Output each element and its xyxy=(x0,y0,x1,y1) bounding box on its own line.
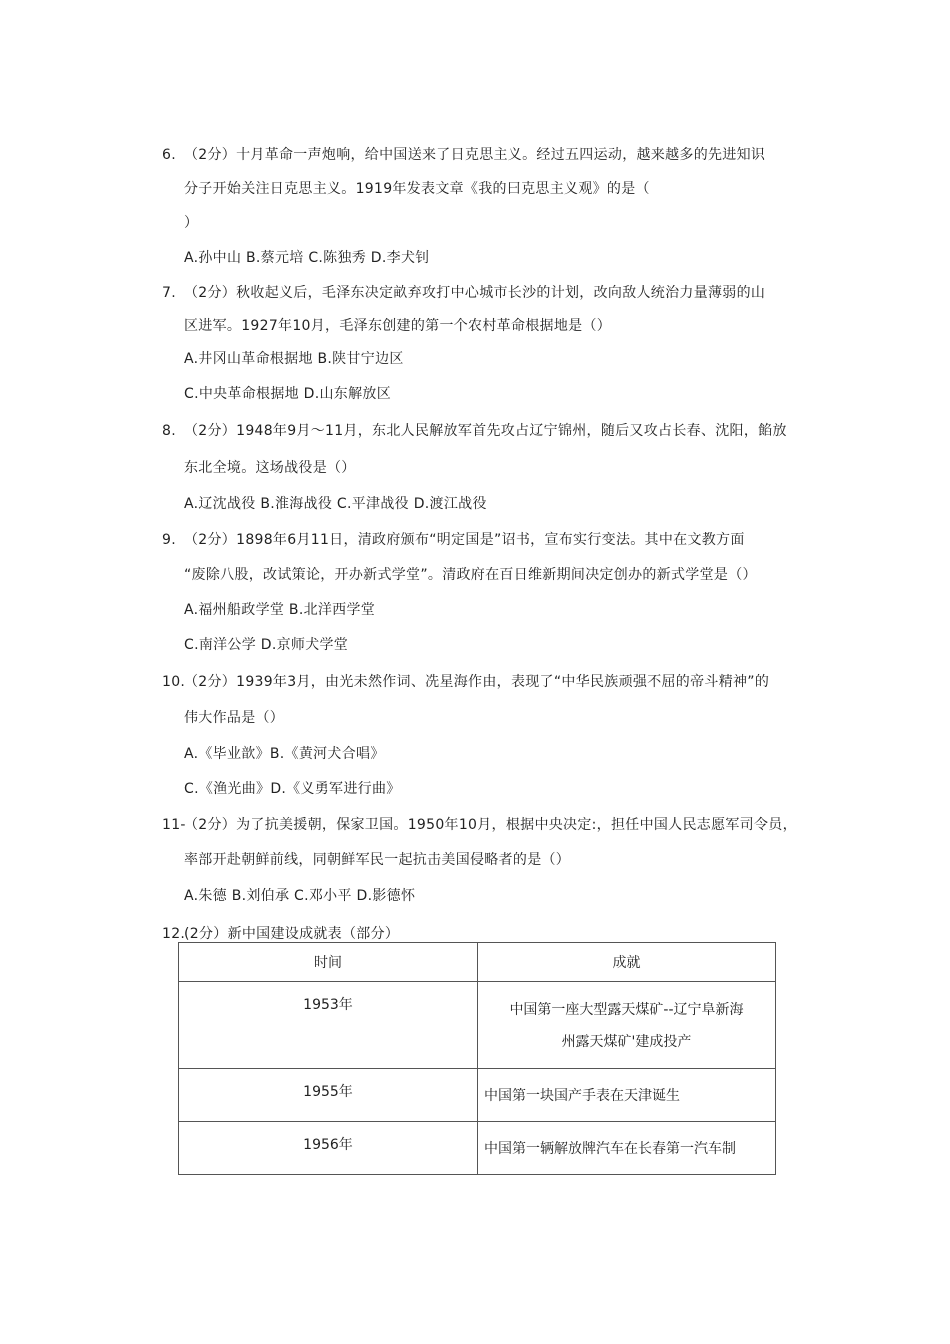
table-cell-year: 1956年 xyxy=(179,1122,478,1175)
question-8-line-2: 东北全境。这场战役是（） xyxy=(184,460,356,476)
achievement-line: 州露天煤矿'建成投产 xyxy=(561,1034,692,1050)
table-header-achievement: 成就 xyxy=(478,943,776,982)
question-10-options-2: C.《渔光曲》D.《义勇军进行曲》 xyxy=(184,781,401,797)
table-row xyxy=(179,982,776,1069)
question-9-line-1: 9. （2分）1898年6月11日，清政府颁布“明定国是”诏书，宣布实行变法。其中在文教方面 xyxy=(162,532,745,548)
question-9-line-2: “废除八股，改试策论，开办新式学堂”。清政府在百日维新期间决定创办的新式学堂是（） xyxy=(184,567,757,583)
question-11-line-1: 11-（2分）为了抗美援朝，保家卫国。1950年10月，根据中央决定:，担任中国人民志愿军司令员， xyxy=(162,817,797,833)
question-11-line-2: 率部开赴朝鲜前线，同朝鲜军民一起抗击美国侵略者的是（） xyxy=(184,852,571,868)
question-7-options-1: A.井冈山革命根据地 B.陕甘宁边区 xyxy=(184,351,404,367)
question-9-options-1: A.福州船政学堂 B.北洋西学堂 xyxy=(184,602,376,618)
question-12-title: 12.(2分）新中国建设成就表（部分） xyxy=(162,926,400,942)
question-9-options-2: C.南洋公学 D.京师犬学堂 xyxy=(184,637,349,653)
table-row xyxy=(179,1069,776,1122)
table-cell-year: 1955年 xyxy=(179,1069,478,1122)
question-8-line-1: 8. （2分）1948年9月〜11月，东北人民解放军首先攻占辽宁锦州，随后又攻占长春、沈阳，餡放 xyxy=(162,423,787,439)
table-cell-achievement: 中国第一块国产手表在天津诞生 xyxy=(478,1069,776,1122)
table-header-time: 时间 xyxy=(179,943,478,982)
question-6-line-1: 6. （2分）十月革命一声炮响，给中国送来了日克思主义。经过五四运动，越来越多的先进知识 xyxy=(162,147,766,163)
question-6-options: A.孙中山 B.蔡元培 C.陈独秀 D.李犬钊 xyxy=(184,250,430,266)
question-7-line-1: 7. （2分）秋收起义后，毛泽东决定畝弃攻打中心城市长沙的计划，改向敌人统治力量薄弱的山 xyxy=(162,285,766,301)
question-10-options-1: A.《毕业歆》B.《黄河犬合唱》 xyxy=(184,746,385,762)
table-cell-achievement: 中国第一辆解放牌汽车在长春第一汽车制 xyxy=(478,1122,776,1175)
question-10-line-2: 伟大作品是（） xyxy=(184,710,285,726)
question-11-options: A.朱德 B.刘伯承 C.邓小平 D.影德怀 xyxy=(184,888,416,904)
table-header-row xyxy=(179,943,776,982)
question-7-line-2: 区进军。1927年10月，毛泽东创建的第一个农村革命根据地是（） xyxy=(184,318,612,334)
question-7-options-2: C.中央革命根据地 D.山东解放区 xyxy=(184,386,392,402)
question-6-line-3: ） xyxy=(184,215,199,231)
achievements-table xyxy=(178,942,776,1175)
table-cell-year: 1953年 xyxy=(179,982,478,1069)
achievement-line: 中国第一座大型露天煤矿--辽宁阜新海 xyxy=(509,1002,744,1018)
question-8-options: A.辽沈战役 B.淮海战役 C.平津战役 D.渡江战役 xyxy=(184,496,487,512)
question-6-line-2: 分子开始关注日克思主义。1919年发表文章《我的曰克思主义观》的是（ xyxy=(184,181,650,197)
table-row xyxy=(179,1122,776,1175)
table-cell-achievement xyxy=(478,982,776,1069)
question-10-line-1: 10.（2分）1939年3月，由光未然作词、冼星海作由，表现了“中华民族顽强不屈的帝斗精神”的 xyxy=(162,674,770,690)
